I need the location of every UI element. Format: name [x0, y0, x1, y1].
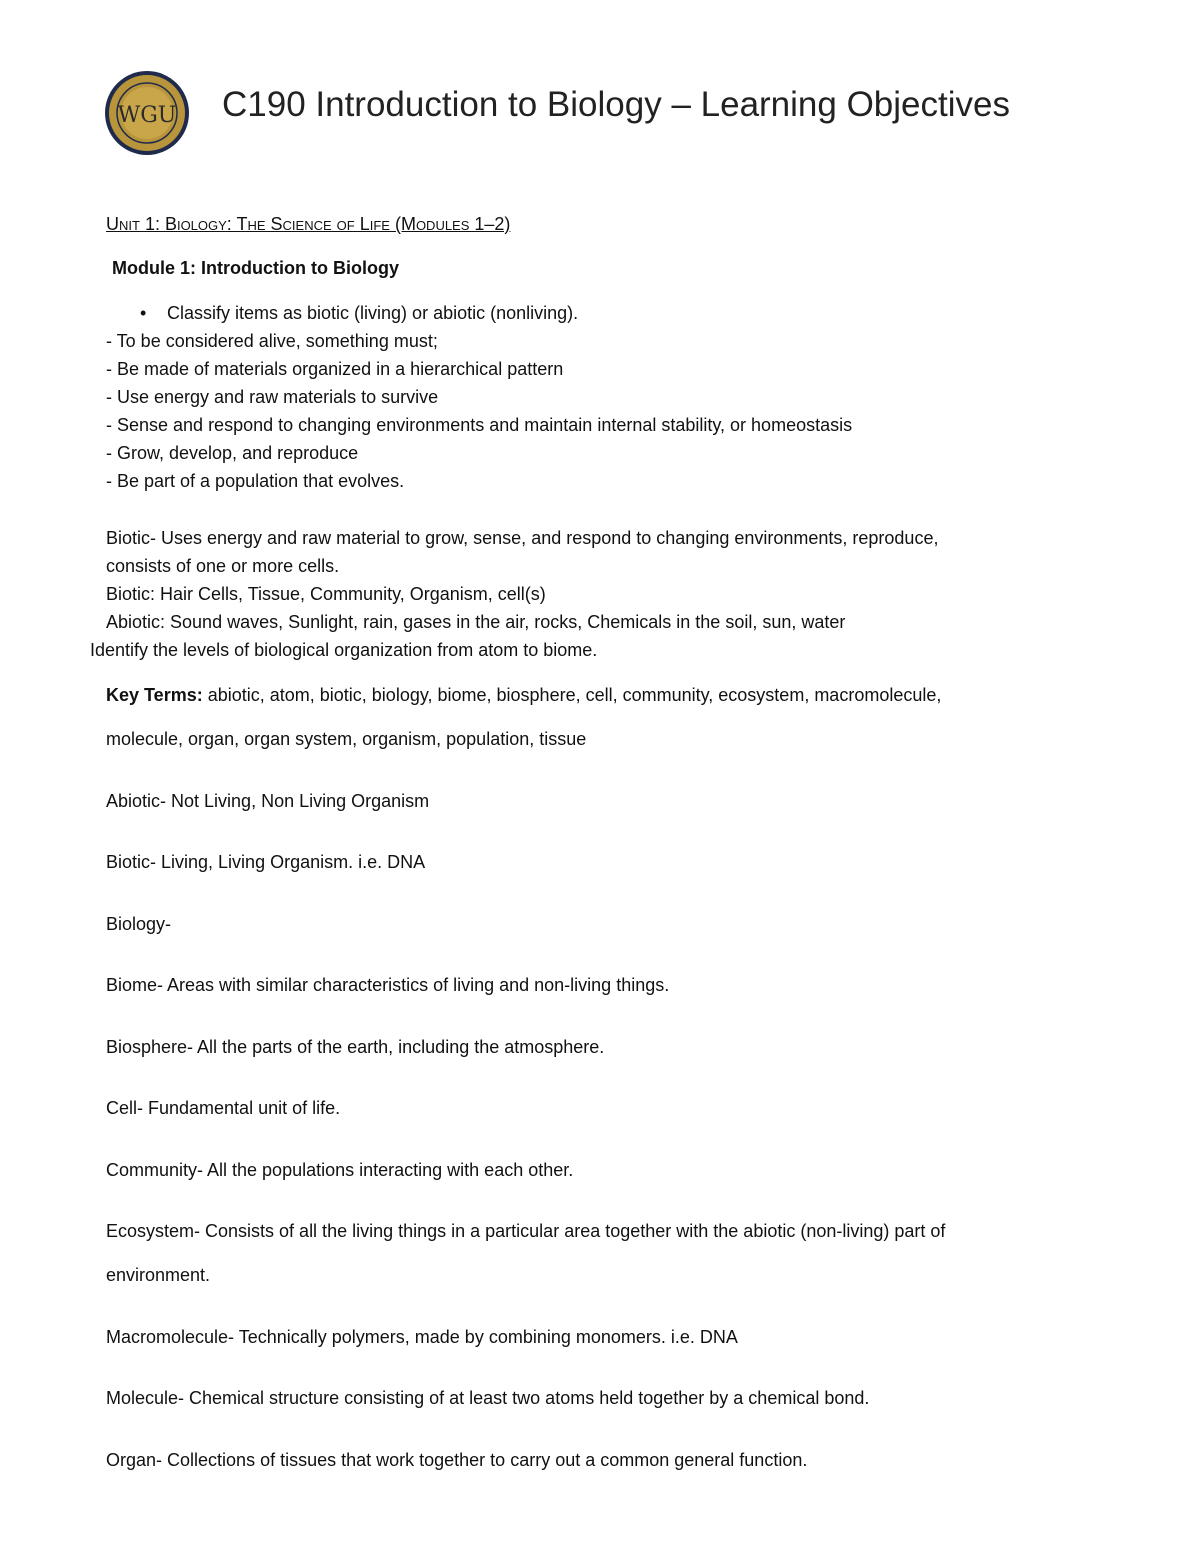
definition-item: Biotic- Living, Living Organism. i.e. DNA [106, 852, 426, 872]
bullet-icon: • [140, 303, 147, 323]
definition-item: Cell- Fundamental unit of life. [106, 1098, 341, 1118]
unit-heading-text: Unit 1: Biology: The Science of Life (Modules 1–2) [106, 214, 511, 234]
list-item: - Grow, develop, and reproduce [106, 443, 359, 463]
definition-item: Macromolecule- Technically polymers, made by combining monomers. i.e. DNA [106, 1327, 738, 1347]
key-terms-line [106, 682, 941, 708]
biotic-definition-line: Biotic- Uses energy and raw material to grow, sense, and respond to changing environments, reproduce, [106, 528, 939, 548]
wgu-seal-logo [104, 70, 190, 156]
biotic-definition-line: consists of one or more cells. [106, 556, 340, 576]
list-item: - Use energy and raw materials to survive [106, 387, 439, 407]
definition-item: Organ- Collections of tissues that work together to carry out a common general function. [106, 1450, 808, 1470]
definition-item: Community- All the populations interacting with each other. [106, 1160, 574, 1180]
biotic-examples: Biotic: Hair Cells, Tissue, Community, Organism, cell(s) [106, 584, 546, 604]
definition-item-continued: environment. [106, 1265, 211, 1285]
definition-item: Ecosystem- Consists of all the living things in a particular area together with the abiotic (non-living) part of [106, 1221, 946, 1241]
definition-item: Biome- Areas with similar characteristics of living and non-living things. [106, 975, 670, 995]
module-heading: Module 1: Introduction to Biology [112, 258, 399, 278]
abiotic-examples: Abiotic: Sound waves, Sunlight, rain, gases in the air, rocks, Chemicals in the soil, sun, water [106, 612, 846, 632]
key-terms-list-continued: molecule, organ, organ system, organism, population, tissue [106, 729, 587, 749]
unit-heading [106, 211, 510, 237]
list-item: - To be considered alive, something must; [106, 331, 438, 351]
definition-item: Molecule- Chemical structure consisting of at least two atoms held together by a chemical bond. [106, 1388, 870, 1408]
objective-bullet: Classify items as biotic (living) or abiotic (nonliving). [167, 303, 579, 323]
definition-item: Abiotic- Not Living, Non Living Organism [106, 791, 430, 811]
page-title: C190 Introduction to Biology – Learning Objectives [222, 85, 1010, 124]
definition-item: Biology- [106, 914, 172, 934]
list-item: - Sense and respond to changing environments and maintain internal stability, or homeostasis [106, 415, 853, 435]
list-item: - Be part of a population that evolves. [106, 471, 405, 491]
list-item: - Be made of materials organized in a hierarchical pattern [106, 359, 564, 379]
key-terms-list: abiotic, atom, biotic, biology, biome, biosphere, cell, community, ecosystem, macromolecule, [202, 685, 942, 705]
svg-text:WGU: WGU [117, 103, 177, 128]
key-terms-label: Key Terms: [106, 685, 203, 705]
identify-objective: Identify the levels of biological organization from atom to biome. [90, 640, 598, 660]
definition-item: Biosphere- All the parts of the earth, including the atmosphere. [106, 1037, 605, 1057]
